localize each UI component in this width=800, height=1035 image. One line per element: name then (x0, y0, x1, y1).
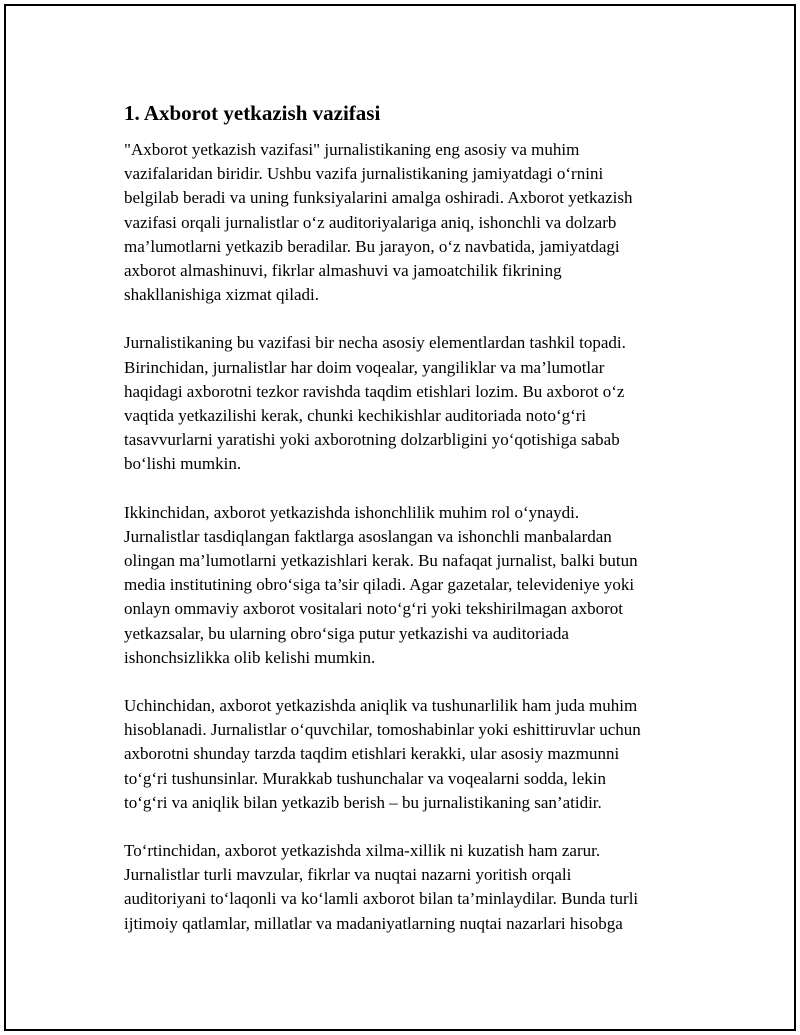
text-line: ishonchsizlikka olib kelishi mumkin. (124, 647, 376, 667)
text-line: hisoblanadi. Jurnalistlar o‘quvchilar, tomoshabinlar yoki eshittiruvlar uchun (124, 720, 641, 740)
text-line: axborot almashinuvi, fikrlar almashuvi va jamoatchilik fikrining (124, 261, 562, 281)
text-line: vazifasi orqali jurnalistlar o‘z auditoriyalariga aniq, ishonchli va dolzarb (124, 212, 617, 232)
text-line: To‘rtinchidan, axborot yetkazishda xilma-xillik ni kuzatish ham zarur. (124, 841, 601, 861)
text-line: onlayn ommaviy axborot vositalari noto‘g‘ri yoki tekshirilmagan axborot (124, 599, 624, 619)
text-line: ijtimoiy qatlamlar, millatlar va madaniyatlarning nuqtai nazarlari hisobga (124, 913, 623, 933)
text-line: to‘g‘ri tushunsinlar. Murakkab tushunchalar va voqealarni sodda, lekin (124, 768, 607, 788)
text-line: Jurnalistikaning bu vazifasi bir necha asosiy elementlardan tashkil topadi. (124, 333, 626, 353)
document-body (124, 100, 684, 960)
text-line: haqidagi axborotni tezkor ravishda taqdim etishlari lozim. Bu axborot o‘z (124, 381, 625, 401)
text-line: vaqtida yetkazilishi kerak, chunki kechikishlar auditoriada noto‘g‘ri (124, 406, 587, 426)
text-line: Birinchidan, jurnalistlar har doim voqealar, yangiliklar va ma’lumotlar (124, 357, 605, 377)
paragraph-2 (124, 331, 684, 476)
text-line: olingan ma’lumotlarni yetkazishlari kerak. Bu nafaqat jurnalist, balki butun (124, 551, 638, 571)
text-line: shakllanishiga xizmat qiladi. (124, 285, 319, 305)
text-line: to‘g‘ri va aniqlik bilan yetkazib berish – bu jurnalistikaning san’atidir. (124, 792, 602, 812)
text-line: auditoriyani to‘laqonli va ko‘lamli axborot bilan ta’minlaydilar. Bunda turli (124, 889, 639, 909)
text-line: tasavvurlarni yaratishi yoki axborotning dolzarbligini yo‘qotishiga sabab (124, 430, 620, 450)
section-heading: 1. Axborot yetkazish vazifasi (124, 101, 381, 125)
text-line: yetkazsalar, bu ularning obro‘siga putur yetkazishi va auditoriada (124, 623, 569, 643)
paragraph-5 (124, 839, 684, 936)
text-line: "Axborot yetkazish vazifasi" jurnalistikaning eng asosiy va muhim (124, 140, 580, 159)
page (4, 4, 796, 1031)
text-line: Jurnalistlar turli mavzular, fikrlar va nuqtai nazarni yoritish orqali (124, 865, 572, 885)
text-line: media institutining obro‘siga ta’sir qiladi. Agar gazetalar, televideniye yoki (124, 575, 635, 595)
text-line: ma’lumotlarni yetkazib beradilar. Bu jarayon, o‘z navbatida, jamiyatdagi (124, 236, 620, 256)
paragraph-1 (124, 138, 684, 307)
text-line: bo‘lishi mumkin. (124, 454, 242, 474)
paragraph-4 (124, 694, 684, 815)
text-line: Jurnalistlar tasdiqlangan faktlarga asoslangan va ishonchli manbalardan (124, 526, 612, 546)
text-line: Ikkinchidan, axborot yetkazishda ishonchlilik muhim rol o‘ynaydi. (124, 502, 580, 522)
paragraph-3 (124, 501, 684, 670)
text-line: vazifalaridan biridir. Ushbu vazifa jurnalistikaning jamiyatdagi o‘rnini (124, 164, 604, 184)
text-line: axborotni shunday tarzda taqdim etishlari kerakki, ular asosiy mazmunni (124, 744, 620, 764)
text-line: Uchinchidan, axborot yetkazishda aniqlik va tushunarlilik ham juda muhim (124, 696, 638, 716)
text-line: belgilab beradi va uning funksiyalarini amalga oshiradi. Axborot yetkazish (124, 188, 633, 208)
